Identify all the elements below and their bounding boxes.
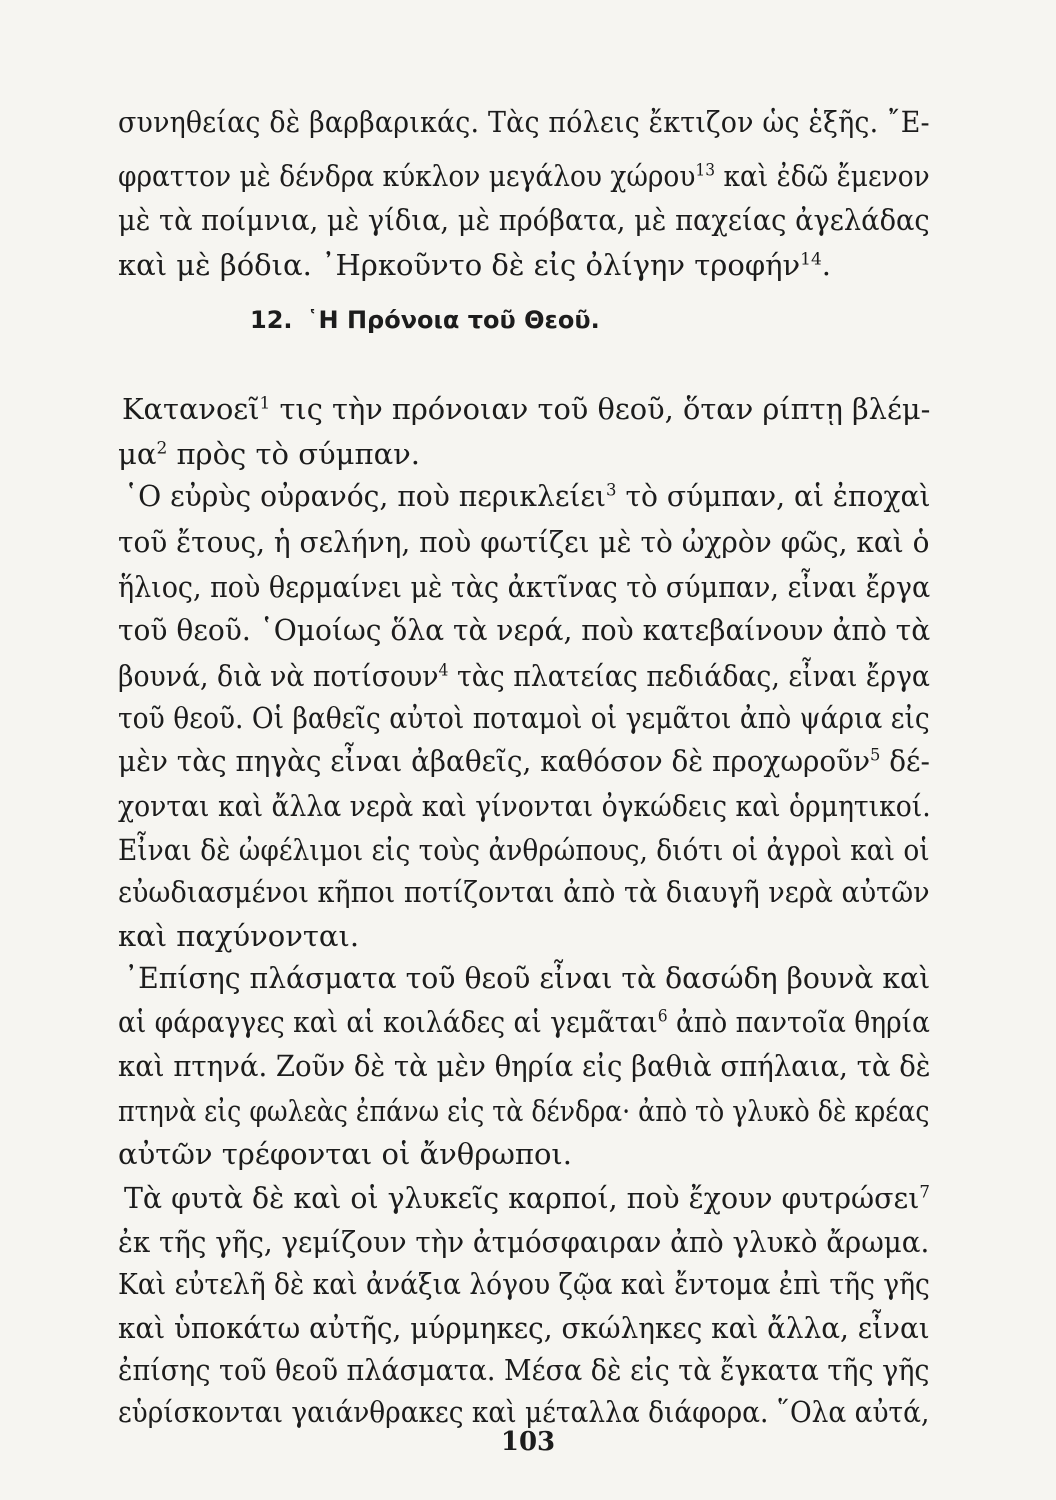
text-line <box>118 694 930 742</box>
line-text: μὲν τὰς πηγὰς εἶναι ἀβαθεῖς, καθόσον δὲ προχωροῦν <box>118 744 871 778</box>
text-line <box>118 1304 930 1352</box>
section-number: 12. <box>250 306 293 334</box>
line-text: αὐτῶν τρέφονται οἱ ἄνθρωποι. <box>118 1137 573 1171</box>
line-text: καὶ ὑποκάτω αὐτῆς, μύρμηκες, σκώληκες καὶ ἄλλα, εἶναι <box>118 1311 930 1345</box>
line-text: Κατανοεῖ <box>122 392 260 426</box>
text-line <box>118 782 931 830</box>
text-line <box>118 1042 931 1090</box>
text-line <box>118 652 930 700</box>
text-line <box>118 563 931 611</box>
line-text: ἀπὸ παντοῖα θηρία <box>667 1005 930 1039</box>
line-text: χονται καὶ ἄλλα νερὰ καὶ γίνονται ὀγκώδεις καὶ ὁρμητικοί. <box>118 789 931 823</box>
line-text: αἱ φάραγγες καὶ αἱ κοιλάδες αἱ γεμᾶται <box>118 1005 658 1039</box>
line-text: καὶ μὲ βόδια. ᾿Ηρκοῦντο δὲ εἰς ὀλίγην τροφήν <box>118 248 801 282</box>
line-text: Εἶναι δὲ ὠφέλιμοι εἰς τοὺς ἀνθρώπους, διότι οἱ ἀγροὶ καὶ οἱ <box>118 833 930 867</box>
footnote-mark: 2 <box>156 438 168 459</box>
text-line <box>118 1260 930 1308</box>
line-text: καὶ ἐδῶ ἔμενον <box>715 159 930 193</box>
text-line <box>124 954 931 1002</box>
line-text: τοῦ θεοῦ. ῾Ομοίως ὅλα τὰ νερά, ποὺ κατεβαίνουν ἀπὸ τὰ <box>118 613 931 647</box>
line-text: τις τὴν πρόνοιαν τοῦ θεοῦ, ὅταν ρίπτῃ βλέμ- <box>270 392 931 426</box>
line-text: Καὶ εὐτελῆ δὲ καὶ ἀνάξια λόγου ζῷα καὶ ἔντομα ἐπὶ τῆς γῆς <box>118 1267 930 1301</box>
footnote-mark: 6 <box>657 1006 668 1027</box>
footnote-mark: 4 <box>438 660 449 681</box>
line-text: τὰς πλατείας πεδιάδας, εἶναι ἔργα <box>448 659 930 693</box>
footnote-mark: 1 <box>259 393 271 414</box>
text-line <box>118 152 930 200</box>
line-text: συνηθείας δὲ βαρβαρικάς. Τὰς πόλεις ἔκτιζον ὡς ἑξῆς. ῎Ε- <box>118 105 930 139</box>
footnote-mark: 5 <box>870 745 881 766</box>
text-line <box>118 737 930 785</box>
text-line <box>118 826 930 874</box>
text-line <box>124 472 931 520</box>
line-text: ἐκ τῆς γῆς, γεμίζουν τὴν ἀτμόσφαιραν ἀπὸ γλυκὸ ἄρωμα. <box>118 1225 930 1259</box>
line-text: καὶ παχύνονται. <box>118 919 360 953</box>
line-text: μὲ τὰ ποίμνια, μὲ γίδια, μὲ πρόβατα, μὲ παχείας ἀγελάδας <box>118 203 930 237</box>
text-line <box>118 98 930 146</box>
footnote-mark: 13 <box>695 160 716 181</box>
line-text: μα <box>118 437 157 471</box>
text-line <box>118 1346 930 1394</box>
text-line <box>118 606 931 654</box>
text-line <box>118 1218 930 1266</box>
text-line <box>118 430 908 478</box>
line-text: ᾿Επίσης πλάσματα τοῦ θεοῦ εἶναι τὰ δασώδη βουνὰ καὶ <box>124 961 931 995</box>
page-number: 103 <box>500 1427 556 1457</box>
footnote-mark: 7 <box>919 1182 930 1203</box>
text-line <box>118 912 908 960</box>
line-text: πτηνὰ εἰς φωλεὰς ἐπάνω εἰς τὰ δένδρα· ἀπὸ τὸ γλυκὸ δὲ κρέας <box>118 1094 930 1128</box>
line-text: πρὸς τὸ σύμπαν. <box>167 437 420 471</box>
line-text: εὑρίσκονται γαιάνθρακες καὶ μέταλλα διάφορα. ῞Ολα αὐτά, <box>118 1395 930 1429</box>
text-line <box>118 998 930 1046</box>
text-line <box>118 518 930 566</box>
text-line <box>118 241 908 289</box>
line-text: φραττον μὲ δένδρα κύκλον μεγάλου χώρου <box>118 159 696 193</box>
line-text: ῾Ο εὐρὺς οὐρανός, ποὺ περικλείει <box>124 479 607 513</box>
line-text: τοῦ θεοῦ. Οἱ βαθεῖς αὐτοὶ ποταμοὶ οἱ γεμᾶτοι ἀπὸ ψάρια εἰς <box>118 701 930 735</box>
line-text: δέ- <box>880 744 930 778</box>
line-text: ἥλιος, ποὺ θερμαίνει μὲ τὰς ἀκτῖνας τὸ σύμπαν, εἶναι ἔργα <box>118 570 931 604</box>
line-text: Τὰ φυτὰ δὲ καὶ οἱ γλυκεῖς καρποί, ποὺ ἔχουν φυτρώσει <box>124 1181 920 1215</box>
line-text: ἐπίσης τοῦ θεοῦ πλάσματα. Μέσα δὲ εἰς τὰ ἔγκατα τῆς γῆς <box>118 1353 930 1387</box>
footnote-mark: 14 <box>800 249 822 270</box>
text-line <box>118 1130 908 1178</box>
text-line <box>118 196 930 244</box>
footnote-mark: 3 <box>606 480 617 501</box>
line-text: βουνά, διὰ νὰ ποτίσουν <box>118 659 439 693</box>
text-line <box>118 1087 930 1135</box>
line-text: τοῦ ἔτους, ἡ σελήνη, ποὺ φωτίζει μὲ τὸ ὠχρὸν φῶς, καὶ ὁ <box>118 525 930 559</box>
text-line <box>124 1174 930 1222</box>
text-line <box>122 385 931 433</box>
line-text: εὐωδιασμένοι κῆποι ποτίζονται ἀπὸ τὰ διαυγῆ νερὰ αὐτῶν <box>118 875 930 909</box>
line-text: τὸ σύμπαν, αἱ ἐποχαὶ <box>616 479 931 513</box>
section-heading <box>250 298 810 342</box>
text-line <box>118 868 930 916</box>
line-text: καὶ πτηνά. Ζοῦν δὲ τὰ μὲν θηρία εἰς βαθιὰ σπήλαια, τὰ δὲ <box>118 1049 931 1083</box>
line-text: . <box>821 248 831 282</box>
section-title: ῾Η Πρόνοια τοῦ Θεοῦ. <box>306 306 600 334</box>
